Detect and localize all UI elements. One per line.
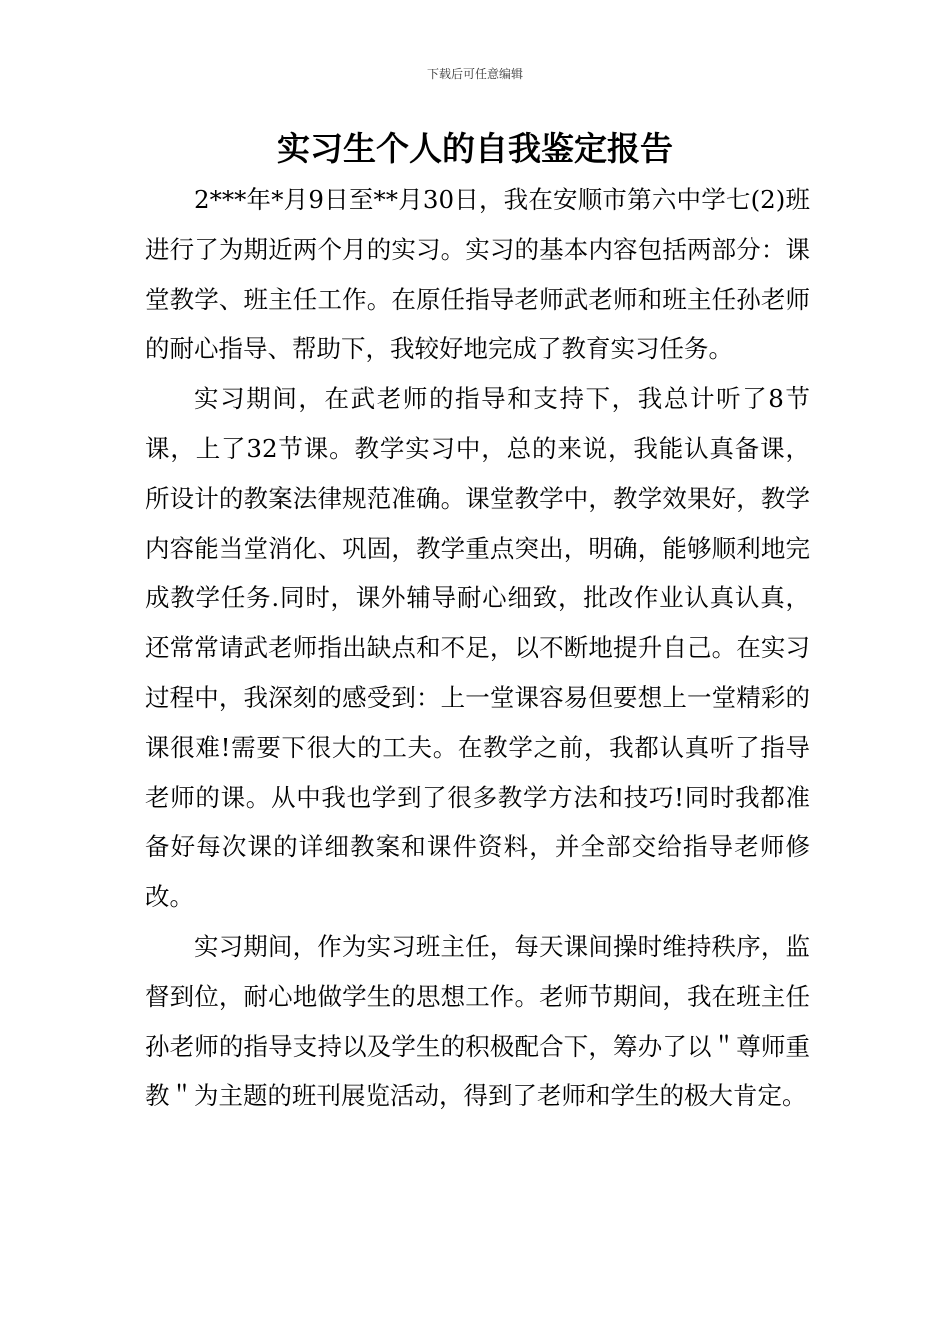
document-body xyxy=(145,175,810,1121)
document-title: 实习生个人的自我鉴定报告 xyxy=(277,129,673,168)
paragraph-2: 实习期间，在武老师的指导和支持下，我总计听了8节课，上了32节课。教学实习中，总的来说，我能认真备课，所设计的教案法律规范准确。课堂教学中，教学效果好，教学内容能当堂消化、巩固，教学重点突出，明确，能够顺利地完成教学任务.同时，课外辅导耐心细致，批改作业认真认真，还常常请武老师指出缺点和不足，以不断地提升自己。在实习过程中，我深刻的感受到：上一堂课容易但要想上一堂精彩的课很难!需要下很大的工夫。在教学之前，我都认真听了指导老师的课。从中我也学到了很多教学方法和技巧!同时我都准备好每次课的详细教案和课件资料，并全部交给指导老师修改。 xyxy=(145,384,810,912)
header-note: 下载后可任意编辑 xyxy=(426,67,523,81)
paragraph-1: 2***年*月9日至**月30日，我在安顺市第六中学七(2)班进行了为期近两个月的实习。实习的基本内容包括两部分：课堂教学、班主任工作。在原任指导老师武老师和班主任孙老师的耐心指导、帮助下，我较好地完成了教育实习任务。 xyxy=(145,185,810,364)
paragraph-3: 实习期间，作为实习班主任，每天课间操时维持秩序，监督到位，耐心地做学生的思想工作。老师节期间，我在班主任孙老师的指导支持以及学生的积极配合下，筹办了以＂尊师重教＂为主题的班刊展览活动，得到了老师和学生的极大肯定。 xyxy=(145,931,810,1111)
